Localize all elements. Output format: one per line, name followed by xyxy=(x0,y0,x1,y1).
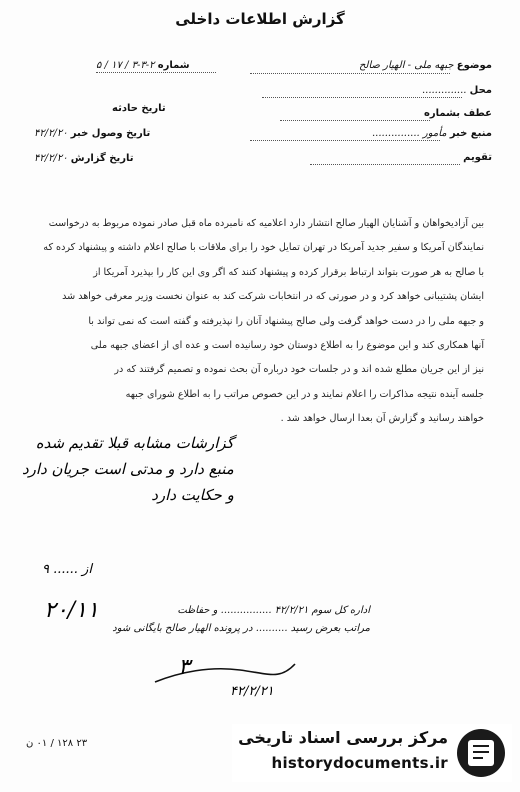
report-body xyxy=(36,212,484,432)
body-line: و جبهه ملی را در دست خواهد گرفت ولی صالح پیشنهاد آنان را نپذیرفته و گفته است که نمی تواند با xyxy=(88,315,484,327)
number-value: ۲-۳-۳ / ۱۷ / ۵ xyxy=(96,60,155,71)
source-label: منبع خبر xyxy=(449,128,492,139)
place-value: .............. xyxy=(421,85,467,96)
body-line: ایشان پشتیبانی خواهد کرد و در صورتی که در انتخابات شرکت کند به عنوان نخست وزیر معرفی خواهد شد xyxy=(62,291,484,303)
lower-note xyxy=(112,602,370,638)
signature: از ...... ۹ xyxy=(42,562,92,577)
body-line: نمایندگان آمریکا و سفیر جدید آمریکا در تهران تمایل خود را برای ملاقات با صالح اعلام داشته و پیشنهاد کرده که xyxy=(43,242,484,254)
note-line: و حکایت دارد xyxy=(151,486,234,504)
body-line: بین آزادیخواهان و آشنایان الهیار صالح انتشار دارد اعلامیه که نامبرده ماه قبل صادر نموده مربوط به درخواست xyxy=(48,218,484,229)
side-number: ۲۰/۱۱ xyxy=(44,598,99,623)
archive-logo-icon xyxy=(454,726,508,780)
place-label: محل xyxy=(469,85,492,96)
subject-label: موضوع xyxy=(456,60,492,71)
number-rule xyxy=(96,72,216,73)
report-date-field xyxy=(34,153,134,164)
lower-note-line: اداره کل سوم ۴۲/۲/۲۱ ................ و حفاظت xyxy=(177,605,370,616)
event-date-label: تاریخ حادثه xyxy=(112,103,166,114)
body-line: نیز از این جریان مطلع شده اند و در جلسات خود درباره آن بحث نموده و تصمیم گرفتند که در xyxy=(114,364,484,376)
lower-mark: ۳ xyxy=(178,655,190,680)
subject-rule xyxy=(250,73,450,74)
source-value: مأمور ............... xyxy=(372,128,447,139)
ref-field xyxy=(424,108,492,119)
document-title: گزارش اطلاعات داخلی xyxy=(175,10,345,28)
watermark xyxy=(232,724,512,782)
calendar-rule xyxy=(310,164,460,165)
receive-date-label: تاریخ وصول خبر xyxy=(70,128,151,139)
receive-date-field xyxy=(34,128,150,139)
number-field xyxy=(96,60,190,71)
calendar-field xyxy=(463,152,492,163)
lower-note-line: مراتب بعرض رسید .......... در پرونده الهیار صالح بایگانی شود xyxy=(112,623,370,634)
receive-date-value: ۴۲/۲/۲۰ xyxy=(34,128,68,139)
watermark-title: مرکز بررسی اسناد تاریخی xyxy=(238,728,448,747)
subject-value: جبهه ملی - الهیار صالح xyxy=(358,60,454,71)
handwritten-note xyxy=(22,430,234,508)
event-date-field xyxy=(112,103,166,114)
lower-date: ۴۲/۲/۲۱ xyxy=(230,684,274,699)
place-field xyxy=(422,85,492,96)
body-line: جلسه آینده نتیجه مذاکرات را اعلام نمایند و در این خصوص مراتب را به اطلاع شورای جبهه xyxy=(125,388,484,400)
note-line: گزارشات مشابه قبلا تقدیم شده xyxy=(35,434,234,452)
lower-mark-stroke xyxy=(150,652,300,692)
body-line: خواهند رسانید و گزارش آن بعدا ارسال خواهد شد . xyxy=(280,413,484,425)
number-label: شماره xyxy=(157,60,190,71)
body-line: آنها همکاری کند و این موضوع را به اطلاع دوستان خود رسانیده است و عده ای از اعضای جبهه ملی xyxy=(90,340,484,352)
calendar-label: تقویم xyxy=(463,152,492,163)
archive-ref: ۲۳ ۱۲۸ / ۰۱ ن xyxy=(26,738,88,749)
place-rule xyxy=(262,97,462,98)
source-field xyxy=(372,128,492,139)
subject-field xyxy=(359,60,492,71)
ref-rule xyxy=(280,120,430,121)
note-line: منبع دارد و مدتی است جریان دارد xyxy=(22,460,234,478)
report-date-value: ۴۲/۲/۲۰ xyxy=(34,153,68,164)
ref-label: عطف بشماره xyxy=(423,108,492,119)
body-line: با صالح به هر صورت بتواند ارتباط برقرار کرده و پیشنهاد کنند که اگر وی این کار را بپذیرد آمریکا از xyxy=(93,266,484,278)
source-rule xyxy=(250,140,440,141)
watermark-url[interactable]: historydocuments.ir xyxy=(271,754,448,772)
report-date-label: تاریخ گزارش xyxy=(70,153,134,164)
